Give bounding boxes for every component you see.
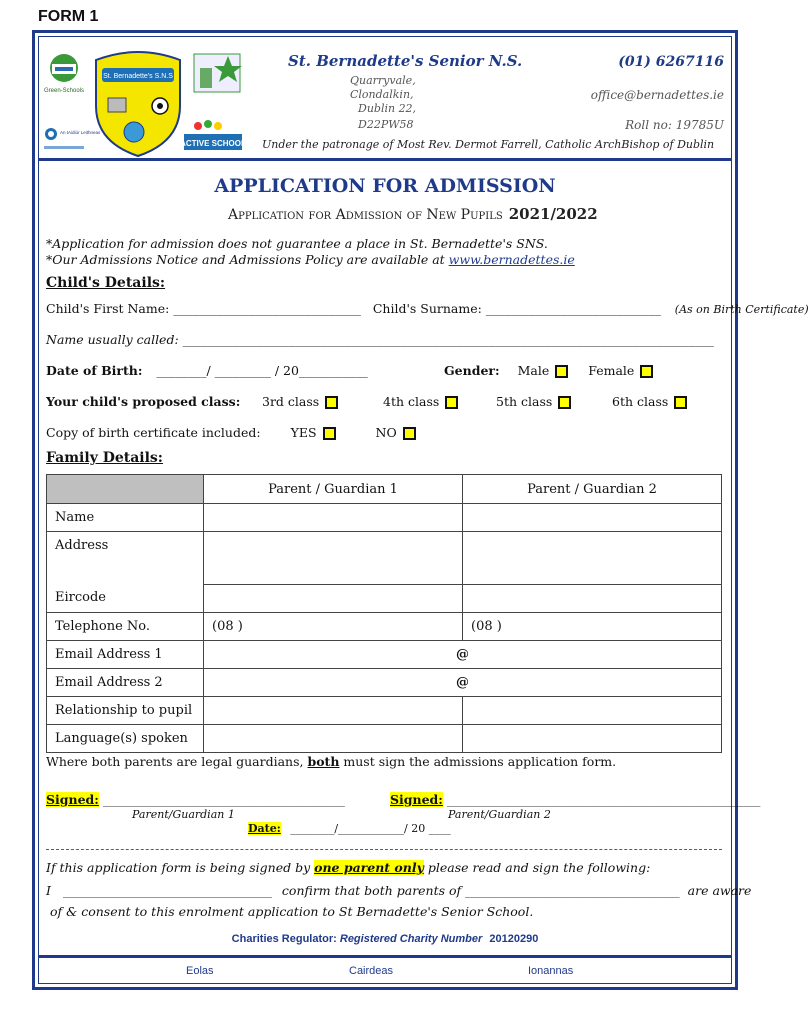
- date-field[interactable]: ________/____________/ 20 ____: [290, 822, 451, 835]
- class-3-label: 3rd class: [262, 394, 320, 409]
- email-2-cell[interactable]: @: [204, 668, 722, 696]
- row-label-address: Address: [47, 532, 204, 585]
- signed-label-1: Signed:: [46, 792, 99, 807]
- parent1-address-cell[interactable]: [204, 532, 463, 585]
- signature-1-row: [46, 792, 345, 807]
- class-4-label: 4th class: [383, 394, 440, 409]
- crest-text: St. Bernadette's S.N.S: [103, 73, 173, 80]
- consent-end: are aware: [687, 883, 752, 898]
- footer-eolas: Eolas: [186, 965, 214, 977]
- table-header-row: [47, 475, 722, 504]
- active-school-logo: [180, 118, 246, 156]
- both-prefix: Where both parents are legal guardians,: [46, 754, 308, 769]
- child-details-heading: Child's Details:: [46, 275, 166, 291]
- charity-line: [0, 933, 770, 945]
- signature-1-field[interactable]: ____________________________________________: [102, 794, 345, 807]
- form-number: FORM 1: [38, 8, 99, 25]
- parent2-telephone-cell[interactable]: (08 ): [463, 612, 722, 640]
- footer-divider: [38, 955, 732, 958]
- table-row: [47, 612, 722, 640]
- footer-ionannas: Ionannas: [528, 965, 574, 977]
- parent2-address-cell[interactable]: [463, 532, 722, 585]
- address-line-3: Dublin 22,: [358, 102, 417, 115]
- class-5-checkbox[interactable]: [558, 396, 571, 409]
- table-row: [47, 724, 722, 752]
- aontas-label: An tAidiúr Leithneas: [60, 130, 101, 135]
- school-crest: [88, 46, 188, 158]
- dob-label: Date of Birth:: [46, 363, 143, 378]
- consent-i: I: [46, 883, 51, 898]
- table-row: [47, 640, 722, 668]
- consent-line-3: of & consent to this enrolment application to St Bernadette's Senior School.: [50, 904, 534, 919]
- col-parent-1: Parent / Guardian 1: [204, 475, 463, 504]
- one-parent-prefix: If this application form is being signed by: [46, 860, 315, 875]
- consent-child-field[interactable]: _______________________________________: [465, 885, 680, 898]
- school-email: office@bernadettes.ie: [590, 88, 724, 102]
- family-table: [46, 474, 722, 753]
- table-row: [47, 532, 722, 585]
- address-line-4: D22PW58: [358, 118, 414, 131]
- dob-field[interactable]: ________/ _________ / 20___________: [156, 363, 368, 378]
- both-suffix: must sign the admissions application form.: [339, 754, 617, 769]
- female-checkbox[interactable]: [640, 365, 653, 378]
- male-label: Male: [517, 363, 550, 378]
- subtitle: [228, 205, 598, 223]
- page-title: APPLICATION FOR ADMISSION: [214, 175, 556, 197]
- gender-label: Gender:: [444, 363, 500, 378]
- col-parent-2: Parent / Guardian 2: [463, 475, 722, 504]
- school-name: St. Bernadette's Senior N.S.: [288, 52, 523, 70]
- website-link[interactable]: www.bernadettes.ie: [448, 252, 575, 267]
- no-label: NO: [375, 425, 397, 440]
- class-5-label: 5th class: [496, 394, 553, 409]
- green-schools-logo: [42, 50, 86, 98]
- parent1-name-cell[interactable]: [204, 504, 463, 532]
- class-label: Your child's proposed class:: [46, 394, 241, 409]
- class-4-option: [383, 394, 458, 409]
- address-line-1: Quarryvale,: [350, 74, 416, 87]
- usual-name-label: Name usually called:: [46, 332, 179, 347]
- class-4-checkbox[interactable]: [445, 396, 458, 409]
- parent2-eircode-cell[interactable]: [463, 584, 722, 612]
- parent1-telephone-cell[interactable]: (08 ): [204, 612, 463, 640]
- family-details-heading: Family Details:: [46, 450, 163, 466]
- aontas-logo: [42, 124, 101, 158]
- one-parent-note: [46, 860, 650, 875]
- both-word: both: [307, 754, 340, 769]
- pg1-caption: Parent/Guardian 1: [132, 808, 235, 821]
- birth-cert-row: [46, 425, 416, 440]
- yes-checkbox[interactable]: [323, 427, 336, 440]
- active-school-label: ACTIVE SCHOOL: [180, 139, 246, 148]
- first-name-field[interactable]: ______________________________: [173, 301, 361, 316]
- charity-italic: Registered Charity Number: [339, 933, 483, 945]
- footer-cairdeas: Cairdeas: [349, 965, 394, 977]
- parent2-name-cell[interactable]: [463, 504, 722, 532]
- both-parents-note: [46, 754, 616, 769]
- row-label-relationship: Relationship to pupil: [47, 696, 204, 724]
- class-5-option: [496, 394, 571, 409]
- birth-cert-note: (As on Birth Certificate): [674, 303, 809, 316]
- signature-2-field[interactable]: _________________________________________________________: [446, 794, 761, 807]
- first-name-label: Child's First Name:: [46, 301, 170, 316]
- notice-line-2: [46, 252, 575, 267]
- notice-line-1: *Application for admission does not guarantee a place in St. Bernadette's SNS.: [46, 236, 548, 251]
- table-row: [47, 584, 722, 612]
- header-divider: [38, 158, 732, 161]
- birth-cert-label: Copy of birth certificate included:: [46, 425, 261, 440]
- class-3-checkbox[interactable]: [325, 396, 338, 409]
- row-label-name: Name: [47, 504, 204, 532]
- surname-field[interactable]: ____________________________: [485, 301, 661, 316]
- row-label-email-1: Email Address 1: [47, 640, 204, 668]
- parent1-language-cell[interactable]: [204, 724, 463, 752]
- parent1-eircode-cell[interactable]: [204, 584, 463, 612]
- date-row: [248, 822, 451, 835]
- notice-line-2-text: *Our Admissions Notice and Admissions Policy are available at: [46, 252, 449, 267]
- table-row: [47, 504, 722, 532]
- usual-name-field[interactable]: _____________________________________________________________________________________: [182, 332, 714, 347]
- charity-label: Charities Regulator:: [231, 933, 337, 945]
- address-line-2: Clondalkin,: [350, 88, 414, 101]
- signature-2-row: [390, 792, 760, 807]
- school-phone: (01) 6267116: [618, 54, 724, 70]
- parent2-relationship-cell[interactable]: [463, 696, 722, 724]
- parent2-language-cell[interactable]: [463, 724, 722, 752]
- class-3-option: [262, 394, 338, 409]
- cut-line: [46, 849, 722, 850]
- consent-line: [46, 883, 751, 898]
- row-label-language: Language(s) spoken: [47, 724, 204, 752]
- school-year: 2021/2022: [508, 205, 598, 223]
- pg2-caption: Parent/Guardian 2: [448, 808, 551, 821]
- yes-label: YES: [290, 425, 317, 440]
- male-checkbox[interactable]: [555, 365, 568, 378]
- class-6-checkbox[interactable]: [674, 396, 687, 409]
- parent1-relationship-cell[interactable]: [204, 696, 463, 724]
- patronage: Under the patronage of Most Rev. Dermot Farrell, Catholic ArchBishop of Dublin: [262, 138, 715, 151]
- female-label: Female: [588, 363, 635, 378]
- date-label: Date:: [248, 822, 281, 835]
- sport-logo: [192, 46, 248, 96]
- consent-mid: confirm that both parents of: [281, 883, 462, 898]
- consent-name-field[interactable]: ______________________________________: [62, 885, 272, 898]
- child-name-row: [46, 301, 809, 316]
- class-6-label: 6th class: [612, 394, 669, 409]
- table-row: [47, 696, 722, 724]
- row-label-telephone: Telephone No.: [47, 612, 204, 640]
- table-row: [47, 668, 722, 696]
- one-parent-suffix: please read and sign the following:: [423, 860, 651, 875]
- gender-row: [444, 363, 653, 378]
- row-label-email-2: Email Address 2: [47, 668, 204, 696]
- roll-number: Roll no: 19785U: [625, 118, 724, 132]
- green-schools-label: Green-Schools: [43, 88, 85, 94]
- dob-row: [46, 363, 368, 378]
- subtitle-text: Application for Admission of New Pupils: [228, 207, 503, 223]
- no-checkbox[interactable]: [403, 427, 416, 440]
- surname-label: Child's Surname:: [372, 301, 482, 316]
- email-1-cell[interactable]: @: [204, 640, 722, 668]
- usual-name-row: [46, 332, 714, 347]
- signed-label-2: Signed:: [390, 792, 443, 807]
- class-6-option: [612, 394, 687, 409]
- charity-number: 20120290: [489, 933, 539, 945]
- table-header-blank: [47, 475, 204, 504]
- row-label-eircode: Eircode: [47, 584, 204, 612]
- one-parent-highlight: one parent only: [314, 860, 424, 875]
